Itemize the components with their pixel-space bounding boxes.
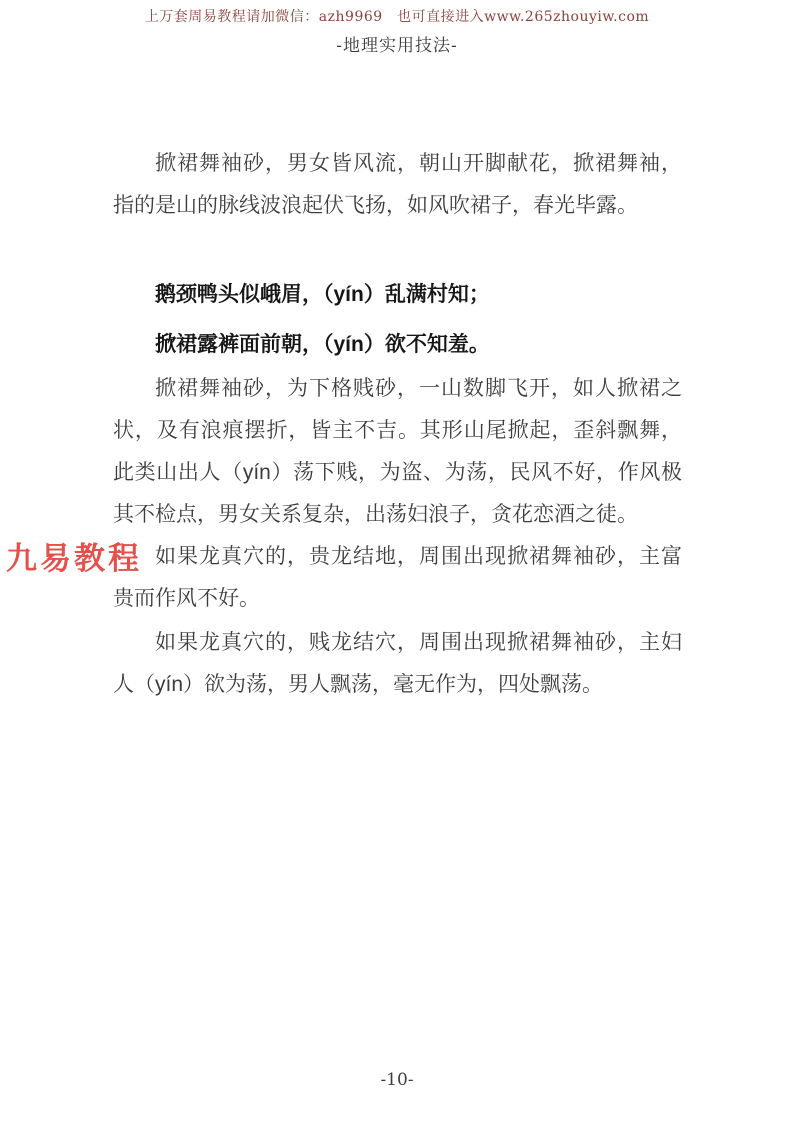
paragraph-3: [113, 536, 682, 620]
paragraph-line: 其不检点，男女关系复杂，出荡妇浪子，贪花恋酒之徒。: [113, 503, 638, 526]
paragraph-4: [113, 622, 682, 706]
verse-line-1: 鹅颈鸭头似峨眉，（yín）乱满村知；: [155, 283, 490, 306]
document-body: [113, 143, 682, 706]
paragraph-line: 如果龙真穴的，贵龙结地，周围出现掀裙舞袖砂，主富: [155, 545, 682, 568]
paragraph-line: 状，及有浪痕摆折，皆主不吉。其形山尾掀起，歪斜飘舞，: [113, 419, 682, 442]
paragraph-line: 如果龙真穴的，贱龙结穴，周围出现掀裙舞袖砂，主妇: [155, 631, 682, 654]
paragraph-line: 掀裙舞袖砂，为下格贱砂，一山数脚飞开，如人掀裙之: [155, 377, 682, 400]
paragraph-line: 指的是山的脉线波浪起伏飞扬，如风吹裙子，春光毕露。: [113, 194, 638, 217]
verse-couplet: [113, 270, 682, 370]
paragraph-line: 贵而作风不好。: [113, 587, 260, 610]
paragraph-1: [113, 143, 682, 227]
verse-line-2: 掀裙露裤面前朝，（yín）欲不知羞。: [155, 333, 490, 356]
header-promo-text: 上万套周易教程请加微信：azh9969 也可直接进入www.265zhouyiw.com: [144, 9, 650, 25]
watermark-jiuyi-jiaocheng: 九易教程: [6, 541, 142, 576]
paragraph-2: [113, 368, 682, 536]
page-number: -10-: [380, 1070, 414, 1090]
paragraph-line: 人（yín）欲为荡，男人飘荡，毫无作为，四处飘荡。: [113, 673, 604, 696]
paragraph-line: 掀裙舞袖砂，男女皆风流，朝山开脚献花，掀裙舞袖，: [155, 152, 682, 175]
document-title: -地理实用技法-: [336, 36, 458, 56]
paragraph-line: 此类山出人（yín）荡下贱，为盗、为荡，民风不好，作风极: [113, 461, 682, 484]
